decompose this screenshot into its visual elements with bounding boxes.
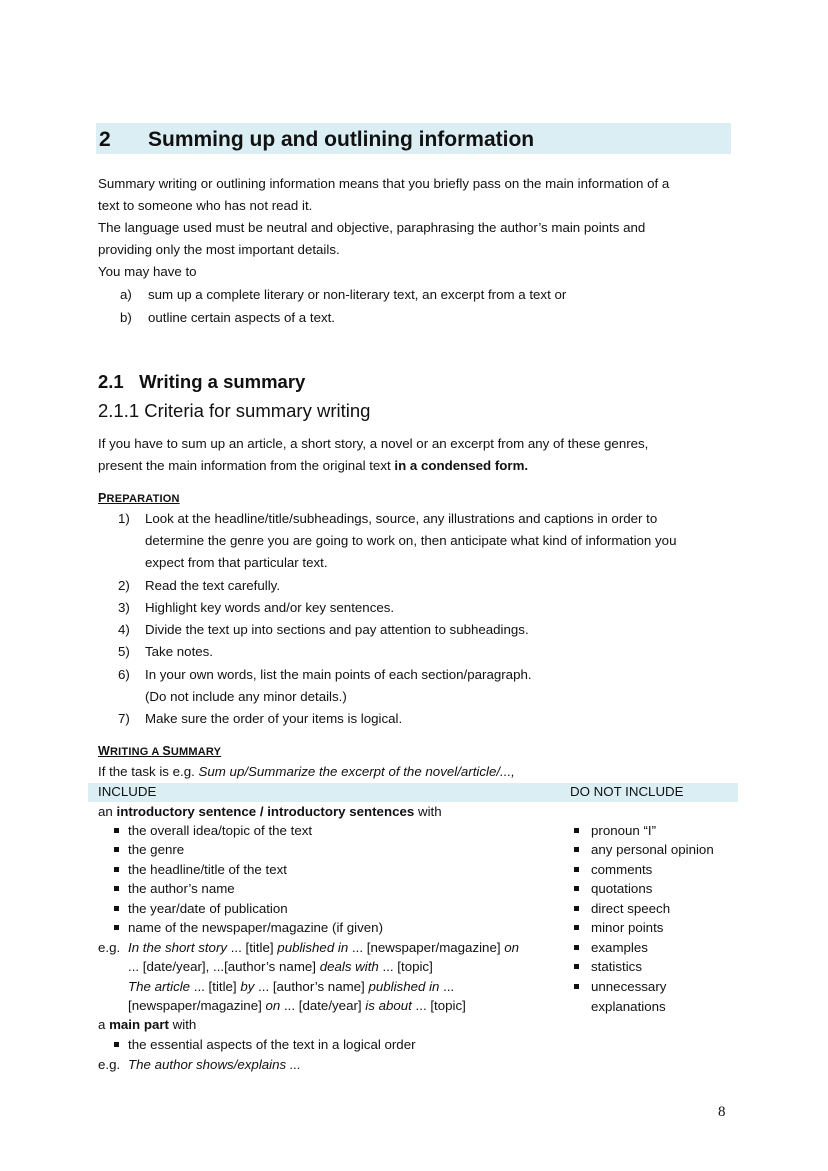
list-marker: 2)	[118, 578, 130, 593]
t: deals with	[319, 959, 379, 974]
list-marker: 4)	[118, 622, 130, 637]
t: ... [title]	[190, 979, 241, 994]
t: a	[98, 1017, 110, 1032]
exclude-item-continued: explanations	[591, 999, 666, 1014]
list-item: sum up a complete literary or non-literary text, an excerpt from a text or	[148, 287, 567, 302]
example-line	[128, 997, 466, 1015]
criteria-line	[98, 457, 528, 475]
bullet-icon	[574, 925, 579, 930]
text: W	[98, 744, 110, 758]
t: published in	[277, 940, 349, 955]
preparation-heading	[98, 489, 180, 508]
list-marker: 3)	[118, 600, 130, 615]
t: ... [author’s name]	[254, 979, 369, 994]
t: In the short story	[128, 940, 228, 955]
bullet-icon	[574, 828, 579, 833]
text: P	[98, 491, 107, 505]
criteria-line: If you have to sum up an article, a short story, a novel or an excerpt from any of these genres,	[98, 436, 649, 451]
text: RITING	[110, 746, 152, 758]
section-number: 2	[99, 128, 111, 151]
intro-line: providing only the most important details.	[98, 242, 340, 257]
list-item: Look at the headline/title/subheadings, source, any illustrations and captions in order to	[145, 511, 658, 526]
t: is about	[365, 998, 412, 1013]
t: ... [topic]	[378, 959, 433, 974]
t: ... [date/year], ...[author’s name]	[128, 959, 320, 974]
t: ... [topic]	[411, 998, 466, 1013]
bullet-icon	[574, 964, 579, 969]
t: ... [title]	[227, 940, 278, 955]
text: UMMARY	[170, 746, 222, 758]
intro-line: You may have to	[98, 264, 197, 279]
bullet-icon	[574, 847, 579, 852]
text: an	[98, 804, 117, 819]
list-marker: 5)	[118, 644, 130, 659]
t: ... [newspaper/magazine]	[348, 940, 505, 955]
exclude-item: minor points	[591, 920, 664, 935]
t: on	[504, 940, 520, 955]
t: [newspaper/magazine]	[128, 998, 266, 1013]
list-marker: b)	[120, 310, 132, 325]
text: A	[151, 746, 163, 758]
include-item: the author’s name	[128, 881, 235, 896]
include-item: the overall idea/topic of the text	[128, 823, 313, 838]
list-item: expect from that particular text.	[145, 555, 328, 570]
t: on	[265, 998, 281, 1013]
text: S	[162, 744, 171, 758]
exclude-item: statistics	[591, 959, 642, 974]
bullet-icon	[114, 828, 119, 833]
list-marker: a)	[120, 287, 132, 302]
exclude-item: comments	[591, 862, 653, 877]
exclude-item: quotations	[591, 881, 653, 896]
list-item: outline certain aspects of a text.	[148, 310, 336, 325]
intro-line: Summary writing or outlining information means that you briefly pass on the main information of a	[98, 176, 670, 191]
bullet-icon	[114, 886, 119, 891]
example-line	[128, 939, 519, 957]
bullet-icon	[114, 1042, 119, 1047]
include-item: the year/date of publication	[128, 901, 288, 916]
list-item: Make sure the order of your items is logical.	[145, 711, 403, 726]
t: The author shows/explains ...	[128, 1057, 301, 1072]
task-line	[98, 763, 515, 781]
bullet-icon	[574, 867, 579, 872]
intro-line: text to someone who has not read it.	[98, 198, 313, 213]
main-item: the essential aspects of the text in a logical order	[128, 1037, 416, 1052]
t: main part	[109, 1017, 169, 1032]
text: with	[414, 804, 442, 819]
subsection-title: 2.1 Writing a summary	[98, 371, 306, 392]
text: REPARATION	[106, 493, 180, 505]
t: published in	[368, 979, 440, 994]
list-item: In your own words, list the main points of each section/paragraph.	[145, 667, 532, 682]
emphasis: in a condensed form.	[394, 458, 529, 473]
exclude-item: direct speech	[591, 901, 671, 916]
t: The article	[128, 979, 191, 994]
exclude-item: any personal opinion	[591, 842, 714, 857]
list-item: (Do not include any minor details.)	[145, 689, 347, 704]
text: Sum up/Summarize the excerpt of the novel/article/...,	[198, 764, 515, 779]
text: If the task is e.g.	[98, 764, 199, 779]
main-part-line	[98, 1016, 196, 1034]
exclude-header: DO NOT INCLUDE	[570, 784, 684, 799]
include-item: the headline/title of the text	[128, 862, 287, 877]
bullet-icon	[114, 847, 119, 852]
eg-label: e.g.	[98, 940, 121, 955]
t: ...	[439, 979, 455, 994]
bullet-icon	[574, 984, 579, 989]
include-item: the genre	[128, 842, 185, 857]
include-item: name of the newspaper/magazine (if given)	[128, 920, 383, 935]
bullet-icon	[574, 945, 579, 950]
example-line	[128, 978, 454, 996]
bullet-icon	[114, 867, 119, 872]
list-marker: 7)	[118, 711, 130, 726]
page-number: 8	[718, 1104, 726, 1120]
list-item: Read the text carefully.	[145, 578, 281, 593]
list-item: Divide the text up into sections and pay attention to subheadings.	[145, 622, 529, 637]
t: with	[168, 1017, 197, 1032]
eg-label: e.g.	[98, 1057, 121, 1072]
example-line	[128, 1056, 301, 1074]
bullet-icon	[574, 886, 579, 891]
t: ... [date/year]	[280, 998, 366, 1013]
writing-heading	[98, 742, 221, 761]
example-line	[128, 958, 433, 976]
exclude-item: pronoun “I”	[591, 823, 657, 838]
subsubsection-title: 2.1.1 Criteria for summary writing	[98, 400, 371, 421]
bullet-icon	[114, 925, 119, 930]
intro-sentence-line	[98, 803, 442, 821]
exclude-item: unnecessary	[591, 979, 667, 994]
bullet-icon	[114, 906, 119, 911]
exclude-item: examples	[591, 940, 648, 955]
t: by	[240, 979, 255, 994]
list-item: Take notes.	[145, 644, 214, 659]
list-marker: 1)	[118, 511, 130, 526]
list-item: determine the genre you are going to work on, then anticipate what kind of information you	[145, 533, 677, 548]
list-marker: 6)	[118, 667, 130, 682]
section-title: Summing up and outlining information	[148, 128, 535, 151]
include-header: INCLUDE	[98, 784, 157, 799]
list-item: Highlight key words and/or key sentences.	[145, 600, 395, 615]
intro-line: The language used must be neutral and objective, paraphrasing the author’s main points and	[98, 220, 646, 235]
bullet-icon	[574, 906, 579, 911]
text: present the main information from the original text	[98, 458, 395, 473]
text: introductory sentence / introductory sentences	[116, 804, 415, 819]
